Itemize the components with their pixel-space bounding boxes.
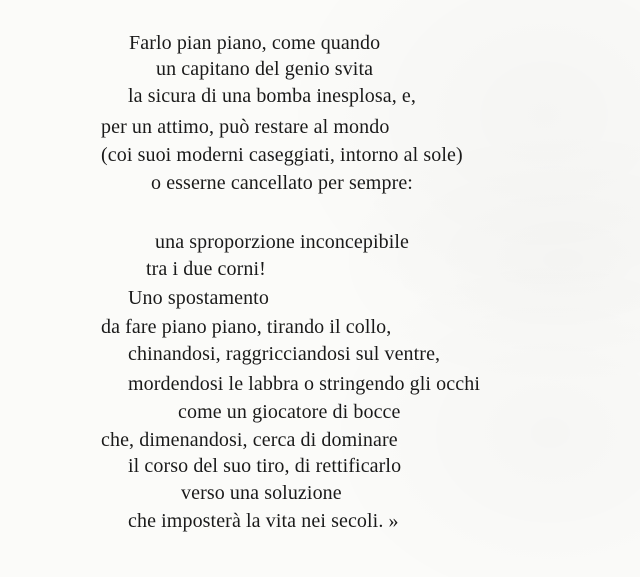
poem-line: mordendosi le labbra o stringendo gli occhi [128,373,480,395]
poem-line: chinandosi, raggricciandosi sul ventre, [128,343,441,365]
poem-line: una sproporzione inconcepibile [155,231,410,253]
poem-line: che imposterà la vita nei secoli. » [128,510,399,532]
poem-line: la sicura di una bomba inesplosa, e, [128,85,416,107]
poem-line: Uno spostamento [128,287,269,309]
poem-line: (coi suoi moderni caseggiati, intorno al sole) [101,144,463,166]
poem-line: per un attimo, può restare al mondo [101,116,390,138]
poem-line: come un giocatore di bocce [178,401,401,423]
poem-line: un capitano del genio svita [156,58,374,80]
poem-line: Farlo pian piano, come quando [129,32,381,54]
poem-line: che, dimenandosi, cerca di dominare [101,429,398,451]
poem-line: tra i due corni! [146,258,266,280]
poem-line: verso una soluzione [181,482,342,504]
poem-line: o esserne cancellato per sempre: [151,172,413,194]
poem-line: il corso del suo tiro, di rettificarlo [128,455,402,477]
poem-line: da fare piano piano, tirando il collo, [101,316,392,338]
